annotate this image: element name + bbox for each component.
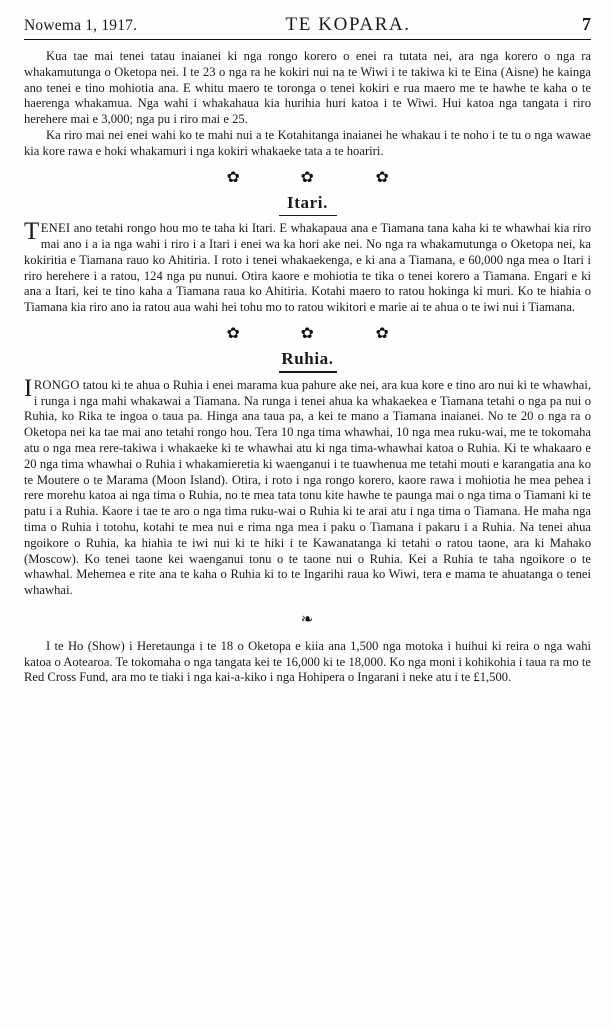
section-heading-label: Itari. (287, 192, 328, 212)
flower-ornament-icon: ✿ (226, 326, 240, 343)
flower-ornament-icon: ✿ (375, 326, 389, 343)
heading-rule (279, 215, 337, 216)
section-itari (24, 192, 591, 317)
fleuron-divider (24, 611, 591, 630)
issue-date: Nowema 1, 1917. (24, 17, 138, 34)
flower-ornament-icon: ✿ (226, 169, 240, 186)
flower-ornament-icon: ✿ (300, 169, 315, 186)
section-intro (24, 49, 591, 160)
section-heading-label: Ruhia. (281, 349, 334, 369)
page-number: 7 (582, 14, 591, 34)
running-head (24, 14, 591, 40)
flower-ornament-icon: ✿ (375, 169, 389, 186)
ornament-divider (24, 171, 591, 186)
article-body (24, 49, 591, 686)
paragraph: Ka riro mai nei enei wahi ko te mahi nui a te Kotahitanga inaianei he whakau i te noho i te tu o nga wawae kia kore rawa e hoki whakamuri i nga kokiri whakaeke tata a te hoariri. (24, 127, 591, 158)
drop-cap-letter: I (24, 374, 33, 402)
section-ruhia (24, 348, 591, 599)
paper-title: TE KOPARA. (285, 14, 411, 35)
section-show (24, 639, 591, 686)
paragraph-text: ano tetahi rongo hou mo te taha ki Itari. E whakapaua ana e Tiamana tana kaha ki te whawhai kia riro mai ano i a ia nga wahi i riro i a Itari i enei wa ka hori ake nei. No nga ra whakamutunga o Oketopa nei, ka kokiritia e Tiamana rauo ko Ahitiria. I roto i tenei whakaekenga, e ki ana a Tiamana, e 60,000 nga mea o Itari i riro herehere i a ratou, 124 nga pu nunui. Otira kaore e mohiotia te tika o tenei korero a Tiamana. Engari e ki ana a Itari, kei te tino kaha a Tiamana raua ko Ahitiria. Kotahi maero to ratou hokinga ki muri. Ko te hiahia o Tiamana kia riro ano ia ratou aua wahi hei tohu mo to ratou wikitori e marie ai te ahua o te iwi nui i Tiamana. (24, 221, 591, 315)
paragraph-with-dropcap (24, 374, 591, 599)
paragraph: Kua tae mai tenei tatau inaianei ki nga rongo korero o enei ra tutata nei, ara nga korero o nga ra whakamutunga o Oketopa nei. I te 23 o nga ra he kokiri nui na te Wiwi i te takiwa ki te Eina (Aisne) he kainga ano tenei e tino mohiotia ana. E whitu maero te toronga o tenei kokiri e rua maero me te hawhe te kaha o te haerenga whakamua. Nga wahi i whakahaua kia hurihia huri katoa i te Wiwi. Hui katoa nga tangata i riro herehere mai e 3,000; nga pu i riro mai e 25. (24, 49, 591, 127)
fleuron-icon: ❧ (300, 611, 315, 628)
paragraph-text: tatou ki te ahua o Ruhia i enei marama kua pahure ake nei, ara kua kore e tino aro nui ki te whawhai, i runga i nga mahi whakawai a Tiamana. Na runga i tenei ahua ka whakaekea e Tiamana tetahi o nga pa nui o Ruhia, ko Rika te ingoa o taua pa. Hinga ana taua pa, a kei te mano a Tiamana inaianei. No te 20 o nga ra o Oketopa nei ka tae mai ano tetahi rongo hou. Tera 10 nga tima whawhai, 10 nga mea ruku-wai, me te tokomaha atu o nga mea rere-takiwa i whakaeke ki te whawhai atu ki nga tima-whawhai katoa o Ruhia. Ki te whakaaro e 20 nga tima whawhai o Ruhia i whakamieretia ki waenganui i te tuawhenua me tetahi mouti e karangatia ana ko te Moutere o te Marama (Moon Island). Otira, i roto i nga rongo korero, kaore rawa i mohiotia he mea pehea i rere morehu katoa ai nga tima o Ruhia, no te mea tata tonu kite hawhe te paunga mai o nga tima o Tiamani ki te patu i a Ruhia. Kaore i tae te aro o nga tima ruku-wai o Ruhia ki te arai atu i nga tima o Tiamana. He maha nga tima o Ruhia i totohu, kotahi te mea nui e rima nga mea i paku o Tiamana i pakaru i a Ruhia. Na tenei ahua ngoikore o Ruhia, ka hiahia te iwi nui ki te hiki i te Kawanatanga ki tetahi o ratou taone, ara ki Mahako (Moscow). Ko tenei taone kei waenganui tonu o te taone nui o Ruhia. Kei a Ruhia te taha ngoikore o te whawhal. Mehemea e rite ana te kaha o Ruhia ki to te Ingarihi raua ko Wiwi, tera e mama te ahuatanga o tenei whawhai. (24, 377, 591, 598)
heading-rule (279, 371, 337, 372)
drop-cap-letter: T (24, 218, 40, 246)
drop-cap-smallcaps: ENEI (40, 221, 71, 236)
flower-ornament-icon: ✿ (300, 326, 315, 343)
paragraph-with-dropcap (24, 218, 591, 316)
section-heading-itari (24, 192, 591, 217)
section-heading-ruhia (24, 348, 591, 373)
ornament-divider (24, 327, 591, 342)
paragraph: I te Ho (Show) i Heretaunga i te 18 o Oketopa e kiia ana 1,500 nga motoka i huihui ki reira o nga wahi katoa o Aotearoa. Te tokomaha o nga tangata kei te 16,000 ki te 18,000. Ko nga moni i kohikohia i taua ra mo te Red Cross Fund, ara mo te tiaki i nga kai-a-kiko i nga Hohipera o Ingarani i neke atu i te £1,500. (24, 638, 591, 685)
drop-cap-smallcaps: RONGO (33, 377, 80, 392)
